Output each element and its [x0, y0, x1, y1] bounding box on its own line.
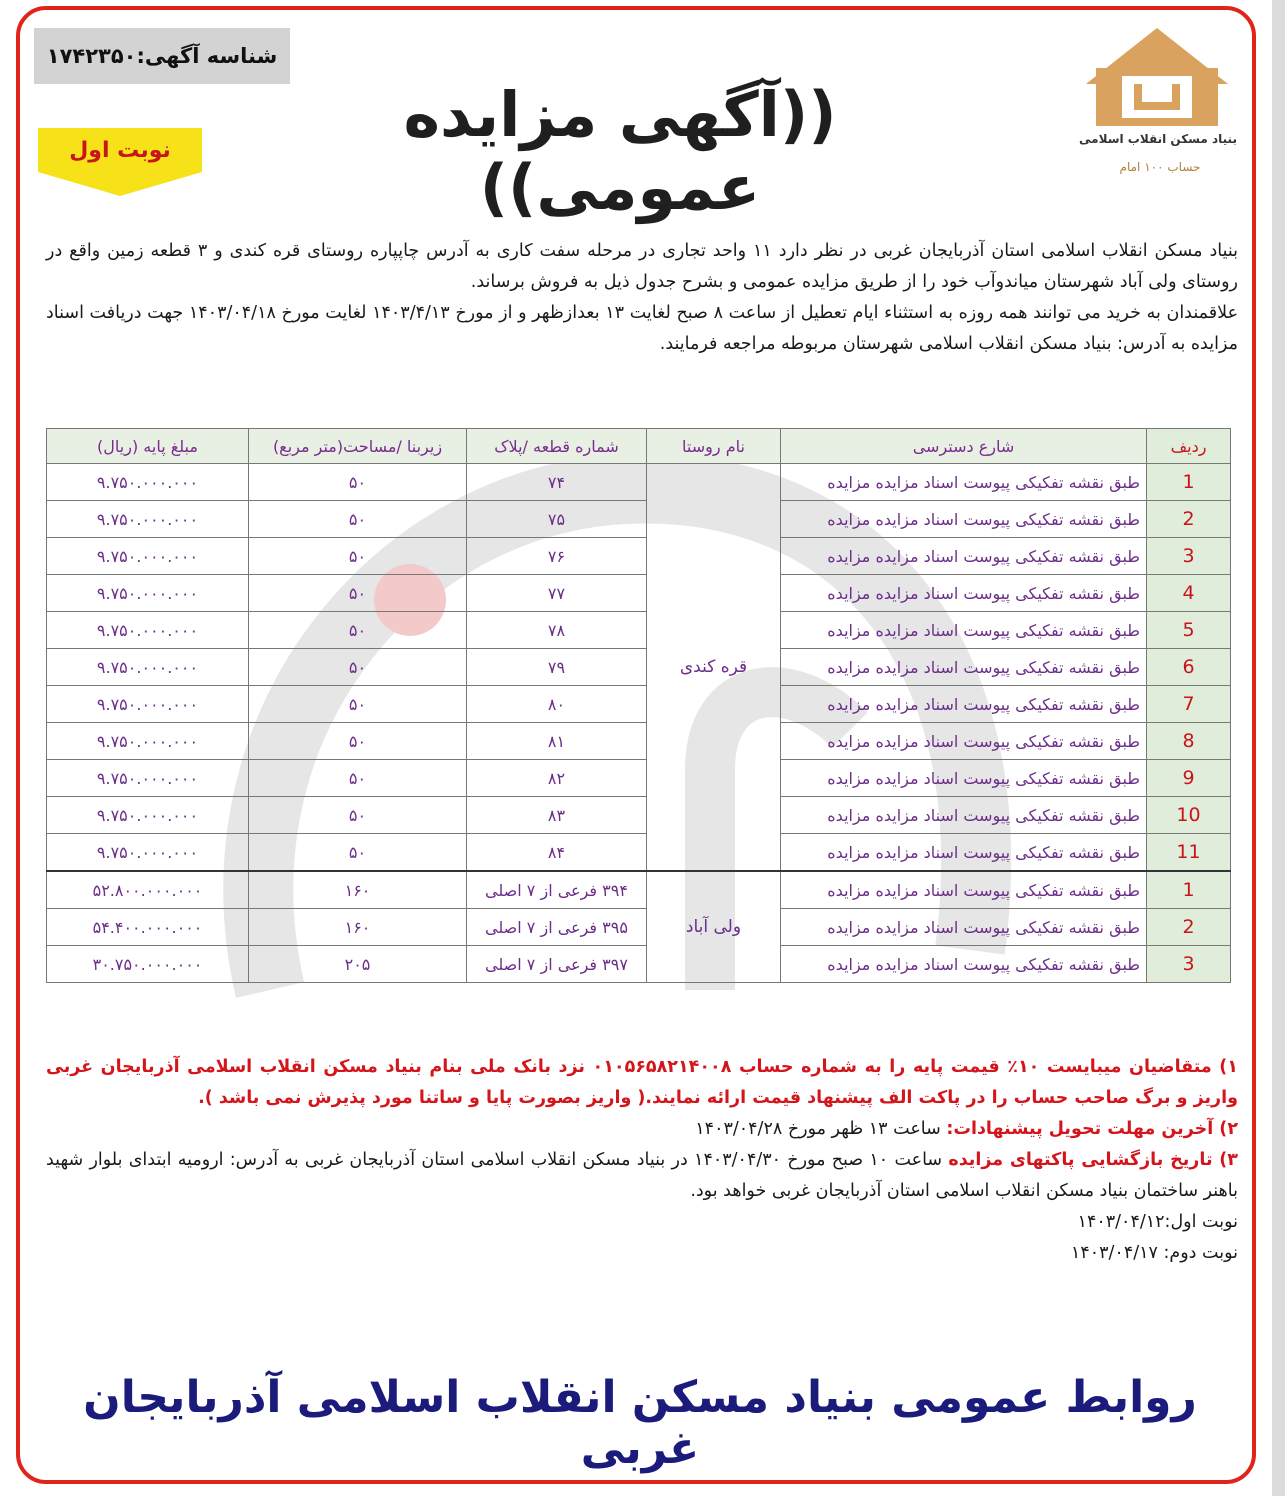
nobat-2-date: نوبت دوم: ۱۴۰۳/۰۴/۱۷: [1070, 1243, 1238, 1263]
cell-access: طبق نقشه تفکیکی پیوست اسناد مزایده مزایده: [781, 501, 1147, 538]
footer-signature: روابط عمومی بنیاد مسکن انقلاب اسلامی آذربایجان غربی: [83, 1372, 1197, 1474]
header-price: مبلغ پایه (ریال): [47, 429, 249, 464]
cell-area: ۵۰: [249, 723, 467, 760]
cell-area: ۵۰: [249, 464, 467, 501]
table-row: [47, 575, 1231, 612]
cell-radif: 10: [1147, 797, 1231, 834]
table-row: [47, 834, 1231, 872]
auction-table: [46, 428, 1231, 983]
logo-caption: بنیاد مسکن انقلاب اسلامی: [1079, 132, 1237, 146]
cell-price: ۵۲.۸۰۰.۰۰۰.۰۰۰: [47, 871, 249, 909]
table-header-row: [47, 429, 1231, 464]
cell-price: ۹.۷۵۰.۰۰۰.۰۰۰: [47, 649, 249, 686]
cell-access: طبق نقشه تفکیکی پیوست اسناد مزایده مزایده: [781, 834, 1147, 872]
table-row: [47, 797, 1231, 834]
intro-paragraph-2: علاقمندان به خرید می توانند همه روزه به استثناء ایام تعطیل از ساعت ۸ صبح لغایت ۱۳ بعدازظهر و از مورخ ۱۴۰۳/۴/۱۳ لغایت مورخ ۱۴۰۳/۰۴/۱۸ جهت دریافت اسناد مزایده به آدرس: بنیاد مسکن انقلاب اسلامی شهرستان مربوطه مراجعه فرمایند.: [46, 303, 1239, 354]
table-row: [47, 909, 1231, 946]
condition-2-label: ۲) آخرین مهلت تحویل پیشنهادات:: [946, 1119, 1238, 1139]
cell-access: طبق نقشه تفکیکی پیوست اسناد مزایده مزایده: [781, 871, 1147, 909]
cell-access: طبق نقشه تفکیکی پیوست اسناد مزایده مزایده: [781, 760, 1147, 797]
cell-access: طبق نقشه تفکیکی پیوست اسناد مزایده مزایده: [781, 464, 1147, 501]
cell-plot: ۷۴: [467, 464, 647, 501]
header-village: نام روستا: [647, 429, 781, 464]
cell-radif: 7: [1147, 686, 1231, 723]
cell-radif: 9: [1147, 760, 1231, 797]
cell-plot: ۷۹: [467, 649, 647, 686]
cell-radif: 1: [1147, 871, 1231, 909]
cell-area: ۵۰: [249, 834, 467, 872]
cell-price: ۳۰.۷۵۰.۰۰۰.۰۰۰: [47, 946, 249, 983]
header-area: زیربنا /مساحت(متر مربع): [249, 429, 467, 464]
cell-radif: 3: [1147, 538, 1231, 575]
cell-plot: ۷۶: [467, 538, 647, 575]
ad-id-box: [34, 28, 290, 84]
cell-price: ۹.۷۵۰.۰۰۰.۰۰۰: [47, 538, 249, 575]
cell-plot: ۸۲: [467, 760, 647, 797]
cell-price: ۹.۷۵۰.۰۰۰.۰۰۰: [47, 760, 249, 797]
table-row: [47, 464, 1231, 501]
header-radif: ردیف: [1147, 429, 1231, 464]
cell-area: ۵۰: [249, 612, 467, 649]
cell-plot: ۳۹۷ فرعی از ۷ اصلی: [467, 946, 647, 983]
cell-radif: 4: [1147, 575, 1231, 612]
header-access: شارع دسترسی: [781, 429, 1147, 464]
condition-3-text: ساعت ۱۰ صبح مورخ ۱۴۰۳/۰۴/۳۰ در بنیاد مسکن انقلاب اسلامی استان آذربایجان غربی به آدرس: ارومیه ابتدای بلوار شهید باهنر ساختمان بنیاد مسکن انقلاب اسلامی استان آذربایجان غربی خواهد بود.: [46, 1150, 1238, 1201]
table-row: [47, 871, 1231, 909]
cell-plot: ۷۷: [467, 575, 647, 612]
cell-area: ۵۰: [249, 649, 467, 686]
cell-price: ۹.۷۵۰.۰۰۰.۰۰۰: [47, 797, 249, 834]
cell-area: ۵۰: [249, 538, 467, 575]
cell-area: ۵۰: [249, 686, 467, 723]
table-row: [47, 649, 1231, 686]
cell-price: ۹.۷۵۰.۰۰۰.۰۰۰: [47, 834, 249, 872]
nobat-badge-label: نوبت اول: [69, 138, 171, 163]
cell-area: ۵۰: [249, 797, 467, 834]
cell-plot: ۷۸: [467, 612, 647, 649]
cell-access: طبق نقشه تفکیکی پیوست اسناد مزایده مزایده: [781, 575, 1147, 612]
cell-access: طبق نقشه تفکیکی پیوست اسناد مزایده مزایده: [781, 686, 1147, 723]
intro-paragraph-1: بنیاد مسکن انقلاب اسلامی استان آذربایجان غربی در نظر دارد ۱۱ واحد تجاری در مرحله سفت کاری به آدرس چاپپاره روستای قره کندی و ۳ قطعه زمین واقع در روستای ولی آباد شهرستان میاندوآب خود را از طریق مزایده عمومی و بشرح جدول ذیل به فروش برساند.: [46, 241, 1238, 292]
table-row: [47, 686, 1231, 723]
cell-radif: 2: [1147, 501, 1231, 538]
cell-price: ۹.۷۵۰.۰۰۰.۰۰۰: [47, 501, 249, 538]
conditions-section: [46, 1052, 1238, 1269]
cell-plot: ۸۰: [467, 686, 647, 723]
cell-access: طبق نقشه تفکیکی پیوست اسناد مزایده مزایده: [781, 723, 1147, 760]
table-row: [47, 538, 1231, 575]
intro-text: [46, 236, 1238, 360]
cell-access: طبق نقشه تفکیکی پیوست اسناد مزایده مزایده: [781, 612, 1147, 649]
table-row: [47, 501, 1231, 538]
table-row: [47, 723, 1231, 760]
cell-plot: ۳۹۵ فرعی از ۷ اصلی: [467, 909, 647, 946]
cell-price: ۹.۷۵۰.۰۰۰.۰۰۰: [47, 686, 249, 723]
cell-area: ۲۰۵: [249, 946, 467, 983]
cell-price: ۵۴.۴۰۰.۰۰۰.۰۰۰: [47, 909, 249, 946]
page-title: ((آگهی مزایده عمومی)): [403, 78, 837, 224]
cell-access: طبق نقشه تفکیکی پیوست اسناد مزایده مزایده: [781, 538, 1147, 575]
scan-edge: [1272, 0, 1285, 1496]
cell-price: ۹.۷۵۰.۰۰۰.۰۰۰: [47, 612, 249, 649]
cell-price: ۹.۷۵۰.۰۰۰.۰۰۰: [47, 723, 249, 760]
cell-access: طبق نقشه تفکیکی پیوست اسناد مزایده مزایده: [781, 909, 1147, 946]
cell-price: ۹.۷۵۰.۰۰۰.۰۰۰: [47, 575, 249, 612]
cell-area: ۱۶۰: [249, 909, 467, 946]
nobat-badge: [38, 128, 202, 196]
cell-area: ۱۶۰: [249, 871, 467, 909]
cell-radif: 2: [1147, 909, 1231, 946]
logo-icon: [1082, 24, 1232, 134]
nobat-1-date: نوبت اول:۱۴۰۳/۰۴/۱۲: [1077, 1212, 1238, 1232]
condition-2: [46, 1114, 1238, 1145]
logo-subcaption: حساب ۱۰۰ امام: [1119, 160, 1201, 174]
cell-radif: 11: [1147, 834, 1231, 872]
ad-id: شناسه آگهی:۱۷۴۲۳۵۰: [46, 44, 278, 68]
cell-radif: 1: [1147, 464, 1231, 501]
cell-radif: 3: [1147, 946, 1231, 983]
condition-2-text: ساعت ۱۳ ظهر مورخ ۱۴۰۳/۰۴/۲۸: [695, 1119, 941, 1139]
cell-price: ۹.۷۵۰.۰۰۰.۰۰۰: [47, 464, 249, 501]
cell-radif: 8: [1147, 723, 1231, 760]
cell-radif: 6: [1147, 649, 1231, 686]
table-row: [47, 612, 1231, 649]
table-row: [47, 946, 1231, 983]
cell-village-group-2: ولی آباد: [647, 871, 781, 983]
cell-radif: 5: [1147, 612, 1231, 649]
condition-3-label: ۳) تاریخ بازگشایی پاکتهای مزایده: [948, 1150, 1238, 1170]
cell-access: طبق نقشه تفکیکی پیوست اسناد مزایده مزایده: [781, 946, 1147, 983]
cell-access: طبق نقشه تفکیکی پیوست اسناد مزایده مزایده: [781, 649, 1147, 686]
cell-plot: ۸۱: [467, 723, 647, 760]
cell-area: ۵۰: [249, 575, 467, 612]
cell-area: ۵۰: [249, 760, 467, 797]
cell-plot: ۷۵: [467, 501, 647, 538]
table-row: [47, 760, 1231, 797]
cell-access: طبق نقشه تفکیکی پیوست اسناد مزایده مزایده: [781, 797, 1147, 834]
cell-village-group-1: قره کندی: [647, 464, 781, 872]
cell-plot: ۳۹۴ فرعی از ۷ اصلی: [467, 871, 647, 909]
cell-plot: ۸۳: [467, 797, 647, 834]
condition-1: ۱) متقاضیان میبایست ۱۰٪ قیمت پایه را به شماره حساب ۰۱۰۵۶۵۸۲۱۴۰۰۸ نزد بانک ملی بنام بنیاد مسکن انقلاب اسلامی آذربایجان غربی واریز و برگ صاحب حساب را در پاکت الف پیشنهاد قیمت ارائه نمایند.( واریز بصورت پایا و ساتنا مورد پذیرش نمی باشد ).: [46, 1057, 1238, 1108]
cell-area: ۵۰: [249, 501, 467, 538]
cell-plot: ۸۴: [467, 834, 647, 872]
header-plot: شماره قطعه /پلاک: [467, 429, 647, 464]
condition-3: [46, 1145, 1238, 1207]
